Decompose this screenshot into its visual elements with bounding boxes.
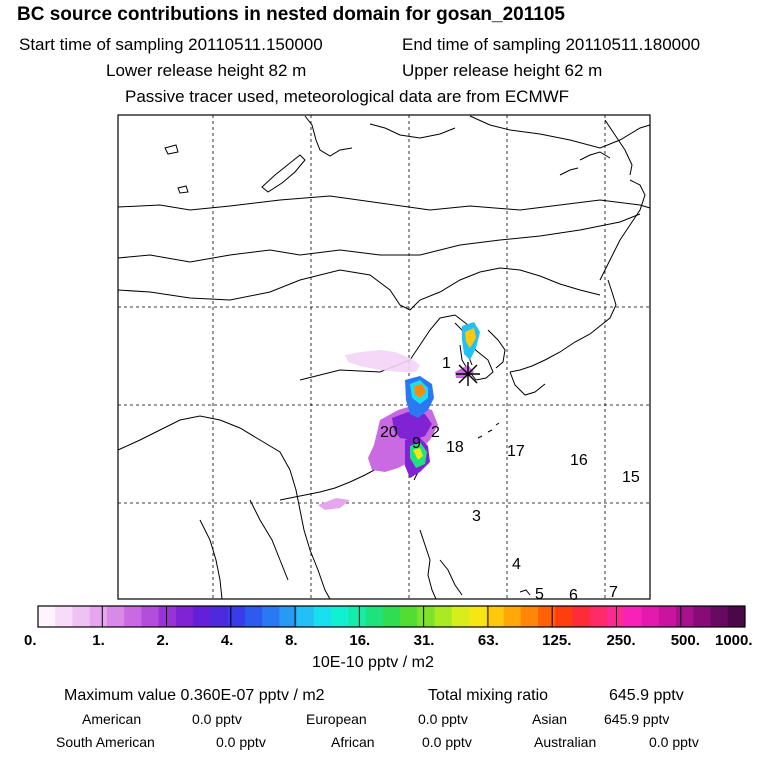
- colorbar-swatch: [400, 606, 418, 627]
- colorbar-tick-label: 8.: [285, 632, 298, 649]
- colorbar-swatch: [279, 606, 297, 627]
- colorbar-swatch: [331, 606, 349, 627]
- south-american-value: 0.0 pptv: [216, 734, 266, 750]
- colorbar-tick-label: 1000.: [715, 632, 753, 649]
- colorbar-tick-label: 16.: [349, 632, 371, 649]
- colorbar-swatch: [90, 606, 108, 627]
- colorbar-swatch: [366, 606, 384, 627]
- colorbar-swatch: [469, 606, 487, 627]
- colorbar-swatch: [262, 606, 280, 627]
- colorbar-swatch: [55, 606, 73, 627]
- receptor-star-icon: [456, 362, 480, 386]
- region-label-20: 20: [380, 424, 398, 441]
- lower-release-height-label: Lower release height 82 m: [106, 61, 307, 80]
- colorbar-swatch: [176, 606, 194, 627]
- colorbar-swatch: [504, 606, 522, 627]
- colorbar-swatch: [711, 606, 729, 627]
- colorbar-swatch: [693, 606, 711, 627]
- european-value: 0.0 pptv: [418, 711, 468, 727]
- max-value-label: Maximum value 0.360E-07 pptv / m2: [64, 687, 325, 704]
- colorbar-swatch: [607, 606, 625, 627]
- region-label-9: 9: [412, 435, 421, 452]
- colorbar-tick-label: 0.: [24, 632, 37, 649]
- european-label: European: [306, 711, 367, 727]
- region-label-1: 1: [442, 355, 451, 372]
- region-label-4: 4: [512, 556, 521, 573]
- colorbar-swatch: [728, 606, 746, 627]
- colorbar-swatch: [676, 606, 694, 627]
- colorbar-swatch: [659, 606, 677, 627]
- colorbar-tick-label: 63.: [477, 632, 499, 649]
- colorbar-swatch: [124, 606, 142, 627]
- australian-label: Australian: [534, 734, 597, 750]
- region-label-18: 18: [446, 439, 464, 456]
- colorbar-tick-label: 250.: [606, 632, 636, 649]
- start-time-label: Start time of sampling 20110511.150000: [19, 35, 323, 54]
- region-label-17: 17: [507, 443, 525, 460]
- colorbar-swatch: [590, 606, 608, 627]
- african-label: African: [331, 734, 375, 750]
- colorbar-swatch: [417, 606, 435, 627]
- colorbar-swatch: [642, 606, 660, 627]
- colorbar-swatch: [624, 606, 642, 627]
- colorbar-tick-label: 31.: [413, 632, 435, 649]
- asian-value: 645.9 pptv: [604, 711, 670, 727]
- colorbar-swatch: [383, 606, 401, 627]
- region-label-7: 7: [609, 584, 618, 601]
- emission-plume: [318, 322, 480, 510]
- region-label-6: 6: [569, 587, 578, 604]
- colorbar-swatch: [555, 606, 573, 627]
- colorbar-swatch: [210, 606, 228, 627]
- colorbar-tick-label: 4.: [220, 632, 234, 649]
- colorbar-swatch: [452, 606, 470, 627]
- region-label-16: 16: [570, 452, 588, 469]
- colorbar-swatch: [245, 606, 263, 627]
- colorbar-swatch: [538, 606, 556, 627]
- model-note-label: Passive tracer used, meteorological data are from ECMWF: [125, 87, 570, 106]
- colorbar-swatch: [435, 606, 453, 627]
- total-mixing-label: Total mixing ratio: [428, 687, 549, 704]
- colorbar-swatch: [486, 606, 504, 627]
- colorbar-swatch: [72, 606, 90, 627]
- colorbar-swatch: [348, 606, 366, 627]
- colorbar-tick-label: 500.: [670, 632, 700, 649]
- south-american-label: South American: [56, 734, 155, 750]
- colorbar-swatch: [107, 606, 125, 627]
- asian-label: Asian: [532, 711, 568, 727]
- region-label-15: 15: [622, 469, 640, 486]
- colorbar-swatch: [159, 606, 177, 627]
- colorbar-swatch: [573, 606, 591, 627]
- colorbar: [38, 606, 746, 627]
- colorbar-swatch: [297, 606, 315, 627]
- colorbar-swatch: [193, 606, 211, 627]
- page-title: BC source contributions in nested domain for gosan_201105: [17, 4, 565, 25]
- american-label: American: [82, 711, 142, 727]
- colorbar-tick-label: 1.: [92, 632, 105, 649]
- region-label-3: 3: [472, 508, 481, 525]
- american-value: 0.0 pptv: [192, 711, 242, 727]
- colorbar-tick-label: 2.: [156, 632, 170, 649]
- african-value: 0.0 pptv: [422, 734, 472, 750]
- colorbar-swatch: [141, 606, 159, 627]
- region-label-2: 2: [431, 424, 440, 441]
- australian-value: 0.0 pptv: [649, 734, 699, 750]
- colorbar-unit-label: 10E-10 pptv / m2: [312, 654, 434, 671]
- upper-release-height-label: Upper release height 62 m: [402, 61, 603, 80]
- colorbar-swatch: [314, 606, 332, 627]
- colorbar-swatch: [521, 606, 539, 627]
- colorbar-swatch: [38, 606, 56, 627]
- colorbar-tick-label: 125.: [542, 632, 572, 649]
- region-label-5: 5: [535, 586, 544, 603]
- end-time-label: End time of sampling 20110511.180000: [402, 35, 701, 54]
- total-mixing-value: 645.9 pptv: [609, 687, 684, 704]
